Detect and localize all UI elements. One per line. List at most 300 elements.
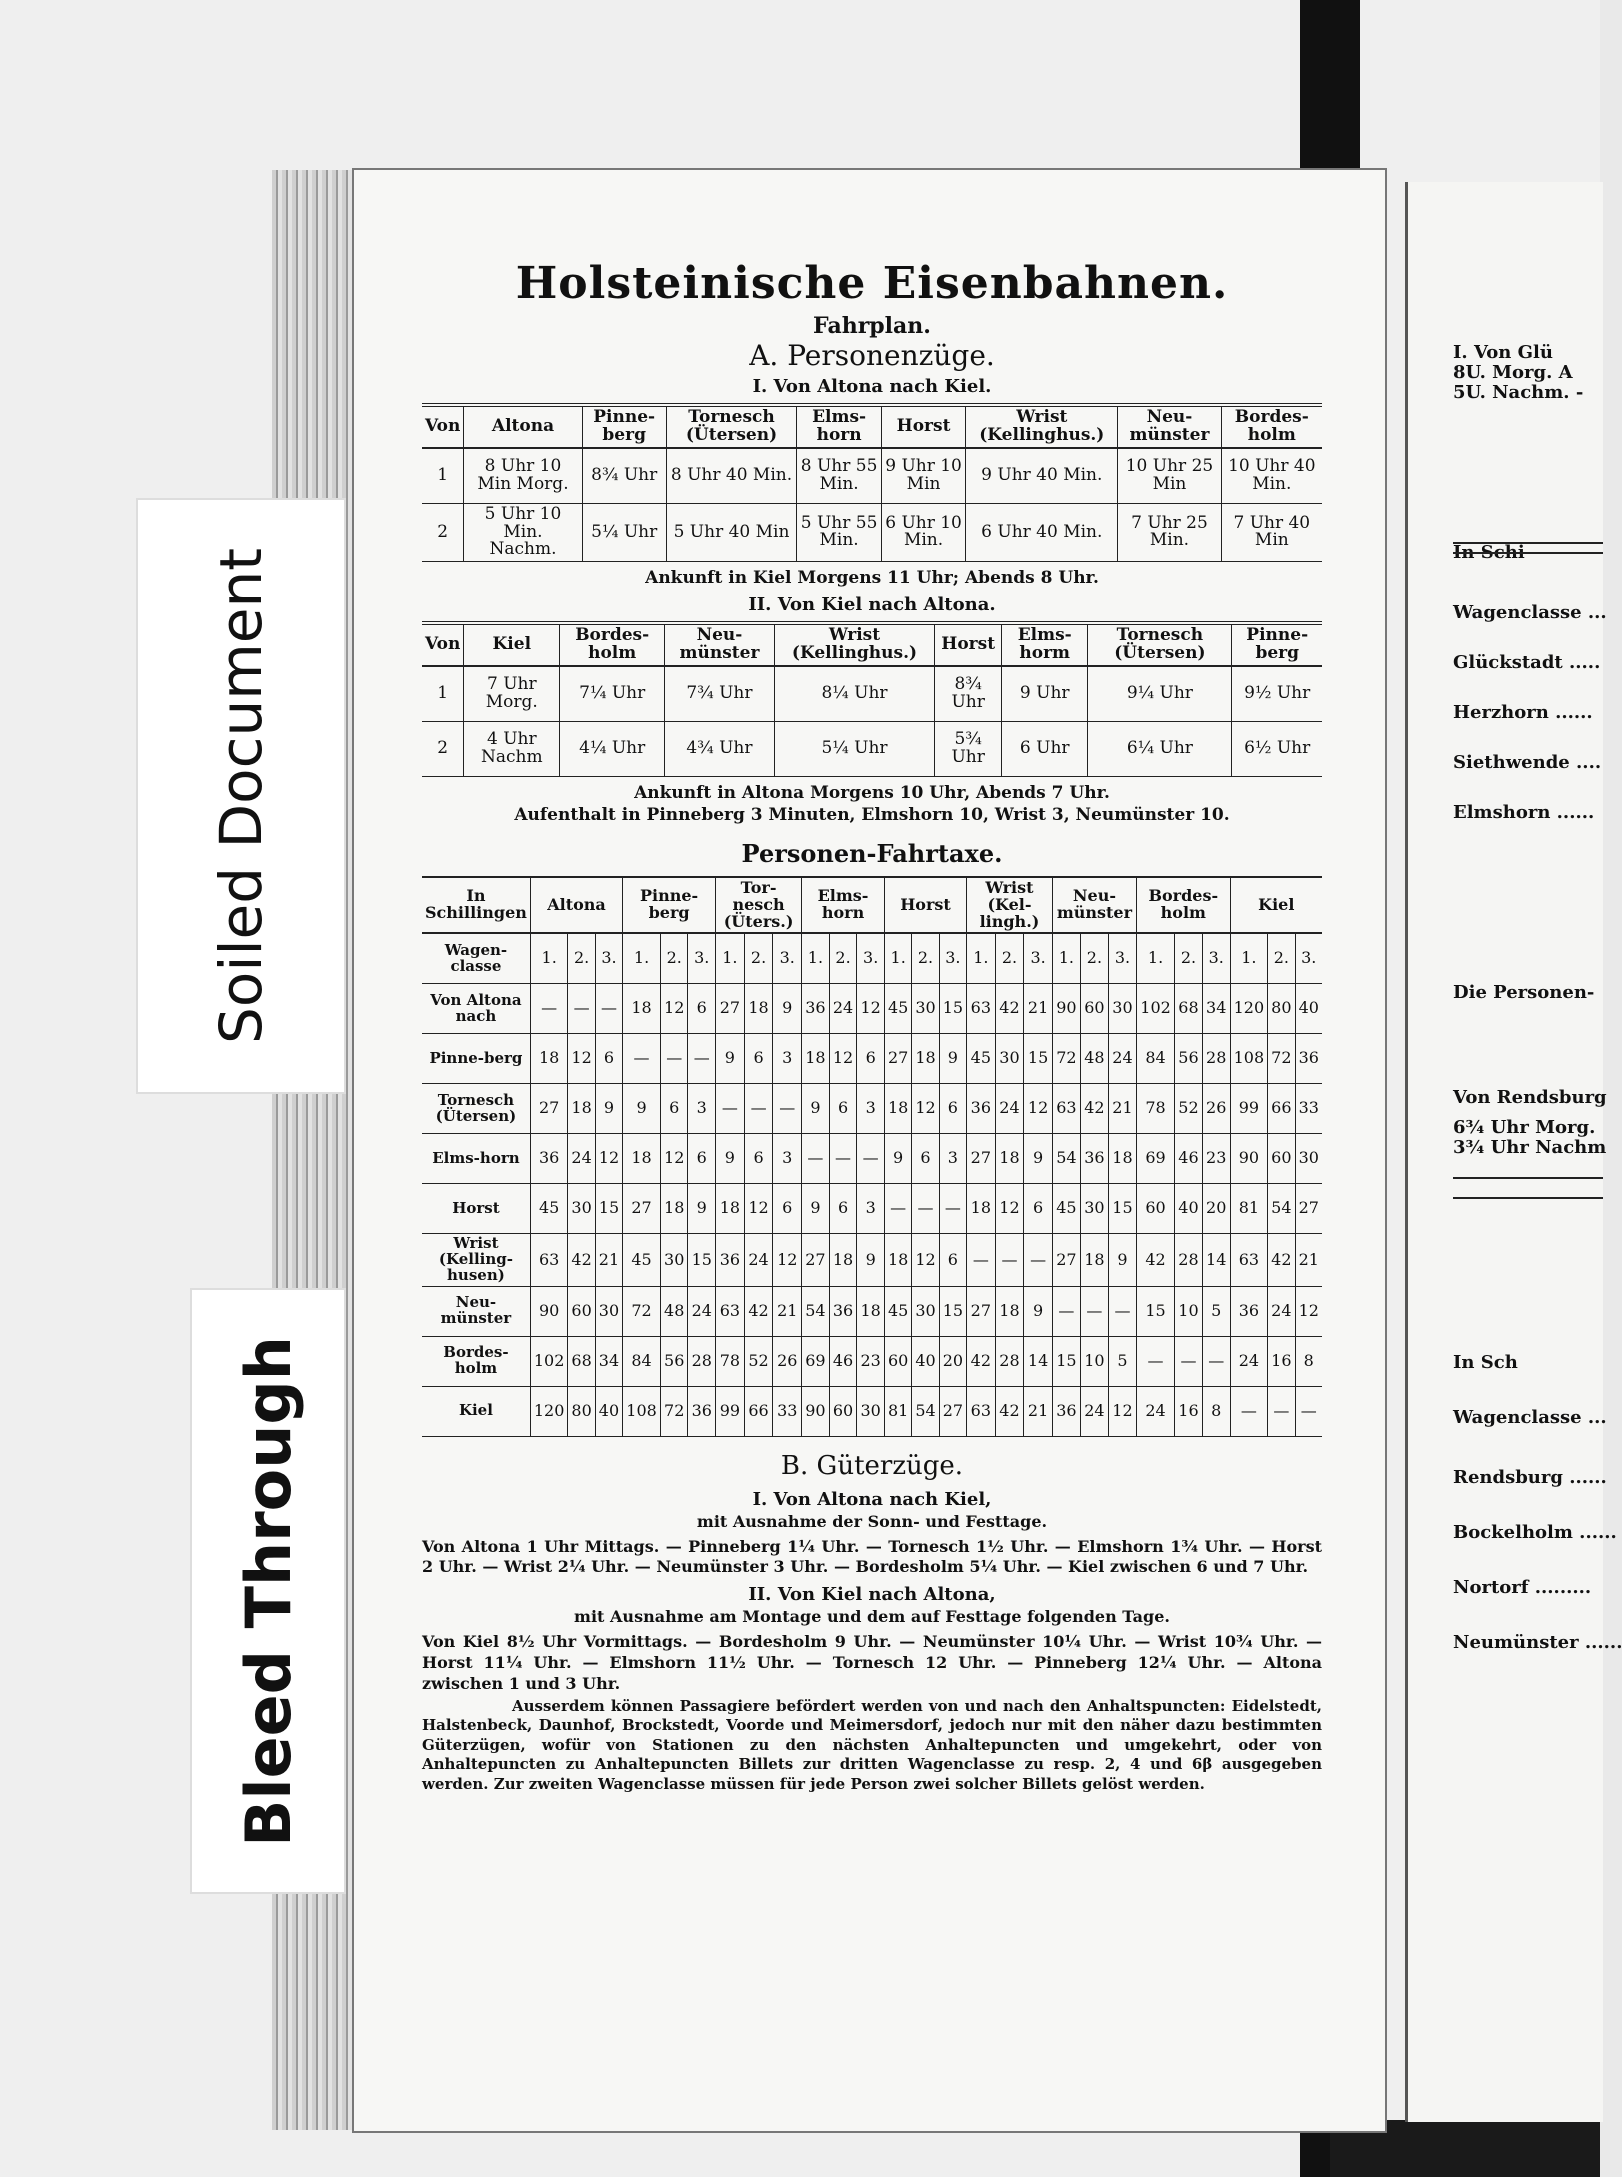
fare-value: 42 [1137, 1234, 1175, 1286]
fare-value: 12 [744, 1184, 773, 1234]
fare-value: 28 [1202, 1034, 1230, 1084]
table-cell: 6¼ Uhr [1088, 721, 1232, 776]
table-cell: 9 Uhr 40 Min. [966, 448, 1118, 504]
fare-value: 68 [568, 1336, 595, 1386]
fare-value: 63 [716, 1286, 745, 1336]
fare-value: — [568, 984, 595, 1034]
fare-column-header: Pinne-berg [623, 877, 716, 933]
fare-value: 120 [1230, 984, 1268, 1034]
fare-value: 18 [884, 1084, 911, 1134]
right-page-text: 6¾ Uhr Morg. [1453, 1117, 1596, 1138]
fare-value: 14 [1024, 1336, 1053, 1386]
class-number: 1. [967, 933, 996, 984]
table-cell: 6 Uhr 40 Min. [966, 503, 1118, 562]
right-page-text: 5U. Nachm. - [1453, 382, 1584, 403]
fare-value: 99 [1230, 1084, 1268, 1134]
fare-value: 16 [1268, 1336, 1295, 1386]
right-page-text: Nortorf ......... [1453, 1577, 1592, 1598]
class-number: 1. [1052, 933, 1080, 984]
class-number: 2. [1080, 933, 1108, 984]
table-cell: 2 [422, 503, 464, 562]
fare-row [422, 1034, 1322, 1084]
rule-line [1453, 552, 1603, 554]
fare-value: 108 [1230, 1034, 1268, 1084]
fare-value: 18 [716, 1184, 745, 1234]
fare-column-header: Kiel [1230, 877, 1322, 933]
goods-route2-text: Von Kiel 8½ Uhr Vormittags. — Bordesholm 9 Uhr. — Neumünster 10¼ Uhr. — Wrist 10¾ Uhr. — Horst 11¼ Uhr. — Elmshorn 11½ Uhr. — Tornesch 12 Uhr. — Pinneberg 12¼ Uhr. — Altona zwischen 1 und 3 Uhr. [422, 1632, 1322, 1693]
fare-row-label: Wrist (Kelling-husen) [422, 1234, 530, 1286]
fare-value: 15 [1137, 1286, 1175, 1336]
table-cell: 2 [422, 721, 464, 776]
fare-value: 18 [995, 1134, 1024, 1184]
fare-value: 9 [595, 1084, 622, 1134]
fare-value: 6 [688, 984, 716, 1034]
column-header: Von [422, 623, 464, 666]
class-number: 3. [1024, 933, 1053, 984]
fare-value: 63 [967, 984, 996, 1034]
fare-value: 15 [1024, 1034, 1053, 1084]
fare-corner: In Schillingen [422, 877, 530, 933]
fare-column-header: Elms-horn [802, 877, 885, 933]
fare-value: 21 [1108, 1084, 1136, 1134]
fare-value: 46 [829, 1336, 857, 1386]
fare-value: 69 [1137, 1134, 1175, 1184]
fare-column-header: Neu-münster [1052, 877, 1136, 933]
fare-row-label: Elms-horn [422, 1134, 530, 1184]
fare-value: 63 [1230, 1234, 1268, 1286]
fare-value: 60 [1268, 1134, 1295, 1184]
fare-value: 45 [884, 984, 911, 1034]
fare-header-row [422, 877, 1322, 933]
fare-value: 9 [1108, 1234, 1136, 1286]
fare-value: 26 [1202, 1084, 1230, 1134]
fare-value: 12 [1024, 1084, 1053, 1134]
fare-value: 9 [1024, 1134, 1053, 1184]
fare-value: 27 [1295, 1184, 1322, 1234]
fare-value: 24 [1080, 1386, 1108, 1436]
column-header: Elms-horn [797, 405, 882, 448]
fare-value: 21 [1024, 984, 1053, 1034]
right-page-text: I. Von Glü [1453, 342, 1553, 363]
fare-row-label: Von Altona nach [422, 984, 530, 1034]
table-cell: 7 Uhr 25 Min. [1118, 503, 1221, 562]
fare-value: 12 [912, 1084, 939, 1134]
label-soiled-document: Soiled Document [136, 498, 346, 1094]
fare-value: 21 [1295, 1234, 1322, 1286]
table-row [422, 448, 1322, 504]
fare-value: 36 [716, 1234, 745, 1286]
class-number: 3. [1295, 933, 1322, 984]
class-number: 3. [595, 933, 622, 984]
fare-row [422, 1286, 1322, 1336]
fare-value: 18 [623, 1134, 661, 1184]
fare-value: 24 [1230, 1336, 1268, 1386]
fare-value: 36 [1295, 1034, 1322, 1084]
fare-value: 36 [829, 1286, 857, 1336]
goods-route2-sub: mit Ausnahme am Montage und dem auf Festtage folgenden Tage. [574, 1607, 1170, 1627]
fare-value: — [1080, 1286, 1108, 1336]
fare-value: 54 [912, 1386, 939, 1436]
fare-value: — [912, 1184, 939, 1234]
fare-value: 18 [530, 1034, 568, 1084]
class-number: 2. [568, 933, 595, 984]
right-page-text: Wagenclasse ... [1453, 1407, 1607, 1428]
column-header: Tornesch (Ütersen) [666, 405, 797, 448]
fare-value: — [688, 1034, 716, 1084]
fare-value: 45 [530, 1184, 568, 1234]
fare-value: 63 [967, 1386, 996, 1436]
fare-value: 24 [1108, 1034, 1136, 1084]
fare-value: 54 [1268, 1184, 1295, 1234]
column-header: Wrist (Kellinghus.) [966, 405, 1118, 448]
class-number: 1. [802, 933, 830, 984]
fare-value: 60 [884, 1336, 911, 1386]
fare-value: 60 [568, 1286, 595, 1336]
fare-value: 48 [1080, 1034, 1108, 1084]
fare-value: 6 [744, 1134, 773, 1184]
column-header: Neu-münster [1118, 405, 1221, 448]
fare-value: 99 [716, 1386, 745, 1436]
fare-value: 12 [995, 1184, 1024, 1234]
fare-value: 24 [829, 984, 857, 1034]
fare-value: 52 [744, 1336, 773, 1386]
fare-value: 30 [660, 1234, 688, 1286]
class-number: 3. [773, 933, 802, 984]
fare-value: 80 [1268, 984, 1295, 1034]
fare-row-label: Tornesch (Ütersen) [422, 1084, 530, 1134]
table-cell: 7¾ Uhr [665, 666, 775, 722]
fare-value: — [744, 1084, 773, 1134]
fare-value: 24 [744, 1234, 773, 1286]
column-header: Horst [881, 405, 965, 448]
route2-note2: Aufenthalt in Pinneberg 3 Minuten, Elmshorn 10, Wrist 3, Neumünster 10. [514, 804, 1230, 825]
class-number: 2. [1175, 933, 1203, 984]
fare-value: 12 [660, 1134, 688, 1184]
right-page-text: Siethwende .... [1453, 752, 1602, 773]
class-number: 3. [1202, 933, 1230, 984]
table-cell: 9 Uhr [1002, 666, 1088, 722]
table-cell: 5¾ Uhr [935, 721, 1002, 776]
fare-value: 63 [530, 1234, 568, 1286]
rule-line [1453, 542, 1603, 544]
fare-value: 72 [623, 1286, 661, 1336]
fare-value: 15 [939, 1286, 966, 1336]
route2-table [422, 621, 1322, 777]
section-a-title: A. Personenzüge. [749, 339, 995, 372]
fare-value: 24 [1268, 1286, 1295, 1336]
fare-value: 16 [1175, 1386, 1203, 1436]
fare-value: 84 [1137, 1034, 1175, 1084]
fare-value: 9 [623, 1084, 661, 1134]
fare-value: 10 [1080, 1336, 1108, 1386]
fare-value: 81 [1230, 1184, 1268, 1234]
route1-table [422, 403, 1322, 562]
fare-value: 40 [1295, 984, 1322, 1034]
fare-value: 5 [1108, 1336, 1136, 1386]
fare-value: 3 [773, 1034, 802, 1084]
fare-value: 9 [716, 1134, 745, 1184]
table-row [422, 721, 1322, 776]
fare-value: 90 [530, 1286, 568, 1336]
fare-value: 6 [688, 1134, 716, 1184]
table-cell: 7 Uhr Morg. [464, 666, 560, 722]
right-page-text: In Sch [1453, 1352, 1518, 1373]
fare-value: 18 [660, 1184, 688, 1234]
fare-value: 3 [939, 1134, 966, 1184]
fare-value: 27 [802, 1234, 830, 1286]
fare-value: 18 [967, 1184, 996, 1234]
right-page [1405, 182, 1622, 2122]
fare-value: 18 [912, 1034, 939, 1084]
fare-value: 20 [1202, 1184, 1230, 1234]
column-header: Altona [464, 405, 582, 448]
fare-value: 24 [688, 1286, 716, 1336]
fare-value: 9 [716, 1034, 745, 1084]
fare-value: — [802, 1134, 830, 1184]
class-number: 1. [716, 933, 745, 984]
fare-value: 45 [1052, 1184, 1080, 1234]
fare-value: 15 [1108, 1184, 1136, 1234]
fare-value: 27 [623, 1184, 661, 1234]
column-header: Elms-horm [1002, 623, 1088, 666]
fare-value: 102 [1137, 984, 1175, 1034]
fare-value: 27 [1052, 1234, 1080, 1286]
fare-value: 30 [568, 1184, 595, 1234]
fare-value: 60 [1137, 1184, 1175, 1234]
table-cell: 4¾ Uhr [665, 721, 775, 776]
rule-line [1453, 1177, 1603, 1179]
fare-value: — [1024, 1234, 1053, 1286]
column-header: Kiel [464, 623, 560, 666]
table-cell: 8¼ Uhr [774, 666, 934, 722]
table-cell: 1 [422, 448, 464, 504]
table-cell: 9½ Uhr [1232, 666, 1322, 722]
table-row [422, 503, 1322, 562]
table-cell: 5 Uhr 40 Min [666, 503, 797, 562]
fare-value: 9 [939, 1034, 966, 1084]
fare-column-header: Bordes-holm [1137, 877, 1231, 933]
goods-route2-header: II. Von Kiel nach Altona, [748, 1584, 996, 1606]
document-title: Holsteinische Eisenbahnen. [515, 258, 1229, 309]
fare-value: 18 [623, 984, 661, 1034]
fare-value: 34 [595, 1336, 622, 1386]
fare-value: 18 [857, 1286, 885, 1336]
fare-value: 42 [744, 1286, 773, 1336]
fare-value: 56 [1175, 1034, 1203, 1084]
fare-value: 21 [1024, 1386, 1053, 1436]
class-number: 2. [995, 933, 1024, 984]
goods-route1-header: I. Von Altona nach Kiel, [752, 1488, 992, 1510]
right-page-text: Herzhorn ...... [1453, 702, 1593, 723]
fare-value: 30 [1295, 1134, 1322, 1184]
fare-value: 102 [530, 1336, 568, 1386]
fare-value: 45 [884, 1286, 911, 1336]
fare-value: 80 [568, 1386, 595, 1436]
fare-row-label: Bordes-holm [422, 1336, 530, 1386]
right-page-text: Neumünster ...... [1453, 1632, 1622, 1653]
fare-value: 45 [967, 1034, 996, 1084]
fare-value: — [967, 1234, 996, 1286]
table-cell: 10 Uhr 40 Min. [1221, 448, 1322, 504]
fare-value: 56 [660, 1336, 688, 1386]
fare-value: — [623, 1034, 661, 1084]
fare-value: 18 [568, 1084, 595, 1134]
fare-value: 6 [939, 1234, 966, 1286]
fare-value: 3 [857, 1184, 885, 1234]
table-cell: 8 Uhr 40 Min. [666, 448, 797, 504]
fare-row-label: Neu-münster [422, 1286, 530, 1336]
class-number: 1. [1137, 933, 1175, 984]
fare-value: 12 [660, 984, 688, 1034]
fare-value: 12 [829, 1034, 857, 1084]
right-page-text: Wagenclasse ... [1453, 602, 1607, 623]
column-header: Pinne-berg [582, 405, 666, 448]
fare-value: 6 [912, 1134, 939, 1184]
fare-value: 42 [995, 984, 1024, 1034]
fare-value: 15 [595, 1184, 622, 1234]
fare-value: 3 [773, 1134, 802, 1184]
fare-value: 8 [1295, 1336, 1322, 1386]
fare-value: 12 [568, 1034, 595, 1084]
column-header: Bordes-holm [1221, 405, 1322, 448]
fare-value: 24 [995, 1084, 1024, 1134]
fare-value: 42 [995, 1386, 1024, 1436]
fare-value: 24 [568, 1134, 595, 1184]
fare-row [422, 984, 1322, 1034]
fare-value: 27 [716, 984, 745, 1034]
fare-value: 28 [688, 1336, 716, 1386]
fare-value: 72 [1268, 1034, 1295, 1084]
fare-value: 33 [773, 1386, 802, 1436]
fare-value: — [660, 1034, 688, 1084]
fare-value: 12 [773, 1234, 802, 1286]
class-number: 2. [1268, 933, 1295, 984]
fare-value: — [829, 1134, 857, 1184]
class-number: 1. [884, 933, 911, 984]
header-row [422, 405, 1322, 448]
fare-value: 33 [1295, 1084, 1322, 1134]
fare-value: 36 [530, 1134, 568, 1184]
route1-header: I. Von Altona nach Kiel. [752, 376, 992, 397]
fare-value: 54 [802, 1286, 830, 1336]
fare-value: 3 [688, 1084, 716, 1134]
fare-value: 30 [912, 1286, 939, 1336]
fare-value: — [595, 984, 622, 1034]
fare-value: 12 [595, 1134, 622, 1184]
column-header: Von [422, 405, 464, 448]
fare-value: 120 [530, 1386, 568, 1436]
fare-value: — [1108, 1286, 1136, 1336]
class-number: 2. [660, 933, 688, 984]
table-cell: 8 Uhr 55 Min. [797, 448, 882, 504]
fare-value: 18 [884, 1234, 911, 1286]
fare-row [422, 1336, 1322, 1386]
route2-header: II. Von Kiel nach Altona. [748, 594, 996, 616]
class-number: 3. [1108, 933, 1136, 984]
fare-value: — [1202, 1336, 1230, 1386]
fare-value: 3 [857, 1084, 885, 1134]
fare-value: — [773, 1084, 802, 1134]
fare-value: 30 [912, 984, 939, 1034]
fare-value: 27 [939, 1386, 966, 1436]
section-b-title: B. Güterzüge. [780, 1450, 964, 1481]
fare-value: 81 [884, 1386, 911, 1436]
fare-value: 36 [967, 1084, 996, 1134]
route1-note: Ankunft in Kiel Morgens 11 Uhr; Abends 8 Uhr. [645, 568, 1099, 589]
table-cell: 5 Uhr 10 Min. Nachm. [464, 503, 582, 562]
fare-column-header: Altona [530, 877, 622, 933]
fare-value: 36 [688, 1386, 716, 1436]
fare-value: 21 [595, 1234, 622, 1286]
fare-value: 40 [912, 1336, 939, 1386]
subtitle: Fahrplan. [813, 313, 931, 339]
right-page-text: Elmshorn ...... [1453, 802, 1595, 823]
fare-value: 27 [967, 1134, 996, 1184]
fare-value: 5 [1202, 1286, 1230, 1336]
fare-value: 18 [744, 984, 773, 1034]
rule-line [1453, 1197, 1603, 1199]
table-cell: 6 Uhr 10 Min. [881, 503, 965, 562]
goods-route1-sub: mit Ausnahme der Sonn- und Festtage. [696, 1511, 1048, 1531]
fare-value: 6 [829, 1184, 857, 1234]
class-number: 1. [1230, 933, 1268, 984]
right-page-text: In Schi [1453, 542, 1525, 563]
table-cell: 7¼ Uhr [560, 666, 665, 722]
fare-value: 6 [773, 1184, 802, 1234]
table-cell: 4 Uhr Nachm [464, 721, 560, 776]
fare-value: 46 [1175, 1134, 1203, 1184]
right-page-text: Von Rendsburg [1453, 1087, 1607, 1108]
fare-value: — [530, 984, 568, 1034]
fare-value: 72 [660, 1386, 688, 1436]
fare-value: 18 [829, 1234, 857, 1286]
table-cell: 10 Uhr 25 Min [1118, 448, 1221, 504]
fare-value: 9 [857, 1234, 885, 1286]
fare-row [422, 1184, 1322, 1234]
fare-value: 28 [995, 1336, 1024, 1386]
fare-value: 6 [829, 1084, 857, 1134]
fare-row [422, 1234, 1322, 1286]
class-row [422, 933, 1322, 984]
column-header: Neu-münster [665, 623, 775, 666]
fare-value: 66 [744, 1386, 773, 1436]
fare-value: 12 [912, 1234, 939, 1286]
table-cell: 9 Uhr 10 Min [881, 448, 965, 504]
fare-value: 36 [802, 984, 830, 1034]
fare-value: 24 [1137, 1386, 1175, 1436]
fare-value: 69 [802, 1336, 830, 1386]
fare-value: 90 [802, 1386, 830, 1436]
fare-value: 36 [1230, 1286, 1268, 1336]
fare-title: Personen-Fahrtaxe. [741, 838, 1003, 868]
fare-value: 36 [1052, 1386, 1080, 1436]
fare-value: 14 [1202, 1234, 1230, 1286]
fare-value: 12 [857, 984, 885, 1034]
fare-value: 48 [660, 1286, 688, 1336]
fare-value: 27 [967, 1286, 996, 1336]
fare-value: 6 [744, 1034, 773, 1084]
fare-column-header: Horst [884, 877, 966, 933]
goods-route1-text: Von Altona 1 Uhr Mittags. — Pinneberg 1¼ Uhr. — Tornesch 1½ Uhr. — Elmshorn 1¾ Uhr. — Horst 2 Uhr. — Wrist 2¼ Uhr. — Neumünster 3 Uhr. — Bordesholm 5¼ Uhr. — Kiel zwischen 6 und 7 Uhr. [422, 1536, 1322, 1577]
goods-notes: Ausserdem können Passagiere befördert werden von und nach den Anhaltspuncten: Eidelstedt, Halstenbeck, Daunhof, Brockstedt, Voorde und Meimersdorf, jedoch nur mit den näher dazu bestimmten Güterzügen, wofür von Stationen zu den nächsten Anhaltepuncten und umgekehrt, oder von Anhaltepuncten zu Anhaltepuncten Billets zur dritten Wagenclasse zu resp. 2, 4 und 6β ausgegeben werden. Zur zweiten Wagenclasse müssen für jede Person zwei solcher Billets gelöst werden. [422, 1696, 1322, 1793]
fare-table [422, 876, 1322, 1437]
fare-value: 27 [884, 1034, 911, 1084]
fare-column-header: Wrist (Kel-lingh.) [967, 877, 1053, 933]
fare-value: 84 [623, 1336, 661, 1386]
fare-value: 30 [1080, 1184, 1108, 1234]
fare-value: 30 [1108, 984, 1136, 1034]
fare-value: 12 [1295, 1286, 1322, 1336]
